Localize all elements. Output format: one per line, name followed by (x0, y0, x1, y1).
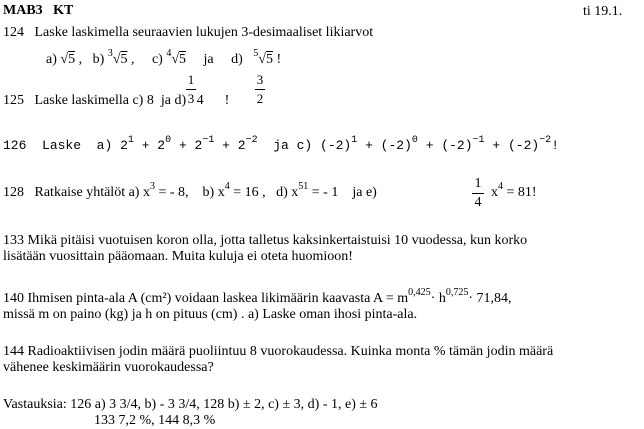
exponent: −2 (245, 135, 258, 146)
fraction-denominator: 3 (187, 91, 195, 106)
exponent: 3 (149, 181, 155, 192)
problem-number: 124 (3, 25, 24, 40)
fraction-bar (255, 89, 265, 90)
fraction-bar (186, 89, 196, 90)
exponent: −2 (539, 135, 552, 146)
option-a-label: a) (96, 138, 113, 153)
problem-128-e (491, 181, 537, 202)
formula-text: 140 Ihmisen pinta-ala A (cm²) voidaan laskea likimäärin kaavasta A = m (3, 291, 409, 306)
radicand: 5 (68, 52, 76, 67)
option-d-label: d) (231, 52, 243, 67)
term: + (-2) (492, 138, 540, 153)
problem-140-line-1 (3, 287, 512, 308)
power-base: 4 (196, 93, 204, 108)
problem-124-options: a) √5 , b) $^3$√5 , c) $^4$√5 ja d) $^5$√5 ! (46, 48, 282, 67)
exponent: 1 (127, 135, 134, 146)
fraction-numerator: 3 (256, 72, 264, 87)
fraction-one-quarter (472, 176, 484, 211)
problem-number: 128 (3, 185, 24, 200)
answers-line-2: 133 7,2 %, 144 8,3 % (94, 413, 216, 428)
problem-text: Laske (42, 138, 82, 153)
problem-number: 125 (3, 93, 24, 108)
problem-140-line-2: missä m on paino (kg) ja h on pituus (cm) . a) Laske oman ihosi pinta-ala. (3, 307, 418, 322)
answers-line-1: Vastauksia: 126 a) 3 3/4, b) - 3 3/4, 128 b) ± 2, c) ± 3, d) - 1, e) ± 6 (3, 397, 378, 412)
exponent: 51 (298, 181, 309, 192)
exponent: −1 (472, 135, 485, 146)
exponent: 0 (411, 135, 418, 146)
variable: x (491, 185, 498, 200)
radicand: 5 (179, 52, 187, 67)
conjunction: ja c) (273, 138, 313, 153)
sqrt-icon: √ (171, 52, 180, 67)
term: + 2 (178, 138, 203, 153)
term: + 2 (222, 138, 246, 153)
term: + (-2) (365, 138, 412, 153)
fraction-exponent-2 (255, 72, 265, 107)
exponent: −1 (202, 135, 215, 146)
conjunction: ja d) (160, 93, 187, 108)
problem-144-line-1: 144 Radioaktiivisen jodin määrä puoliintuu 8 vuorokaudessa. Kuinka monta % tämän jodin määrä (3, 344, 554, 359)
option-b-label: b) (92, 52, 105, 67)
exponent: 4 (224, 181, 230, 192)
fraction-numerator: 1 (474, 176, 482, 191)
term: + (-2) (425, 138, 473, 153)
date-label: ti 19.1. (583, 4, 623, 19)
term: 2 (120, 138, 128, 153)
fraction-bar (472, 193, 484, 194)
exponent: 0 (165, 135, 172, 146)
option-c-label: c) (151, 52, 163, 67)
radicand: 5 (120, 52, 128, 67)
problem-133-line-2: lisätään vuosittain pääomaan. Muita kuluja ei oteta huomioon! (3, 249, 353, 264)
problem-133-line-1: 133 Mikä pitäisi vuotuisen koron olla, jotta talletus kaksinkertaistuisi 10 vuodessa, kun korko (3, 233, 528, 248)
rhs: = 16 , (233, 185, 266, 200)
option-b-label: b) x (202, 185, 225, 200)
exclamation: ! (551, 138, 559, 153)
variable: x (142, 185, 150, 200)
problem-text: Laske laskimella seuraavien lukujen 3-desimaaliset likiarvot (34, 25, 374, 40)
sqrt-icon: √ (112, 52, 121, 67)
exclamation: ! (224, 93, 230, 108)
option-d-label: d) x (276, 185, 299, 200)
exclamation: ! (276, 52, 282, 67)
problem-126 (3, 135, 559, 156)
rhs: = - 8, (158, 185, 189, 200)
option-a-label: a) (46, 52, 57, 67)
exponent: 0,425 (408, 287, 431, 298)
conjunction: ja e) (352, 185, 377, 200)
fraction-numerator: 1 (187, 72, 195, 87)
power-base: 8 (146, 93, 154, 108)
problem-number: 126 (3, 138, 27, 153)
term: + 2 (141, 138, 166, 153)
problem-128 (3, 181, 377, 202)
problem-124-title (3, 25, 373, 41)
exponent: 0,725 (445, 287, 469, 298)
rhs: = - 1 (311, 185, 339, 200)
fraction-exponent-1 (186, 72, 196, 107)
term: (-2) (320, 138, 352, 153)
conjunction: ja (203, 52, 214, 67)
sqrt-icon: √ (60, 52, 69, 67)
formula-text: · 71,84, (468, 291, 512, 306)
problem-text: Laske laskimella c) (34, 93, 144, 108)
exponent: 4 (498, 181, 503, 192)
fraction-denominator: 4 (474, 195, 482, 210)
problem-144-line-2: vähenee keskimäärin vuorokaudessa? (3, 360, 214, 375)
course-code (3, 3, 73, 19)
radicand: 5 (265, 52, 273, 67)
course-name: MAB3 (3, 3, 43, 18)
exam-code: KT (53, 3, 74, 18)
problem-text: Ratkaise yhtälöt a) (34, 185, 140, 200)
rhs: = 81! (506, 185, 537, 200)
root-index: 3 (107, 48, 113, 59)
root-index: 5 (253, 48, 259, 59)
sqrt-icon: √ (258, 52, 266, 67)
formula-text: · h (430, 291, 446, 306)
fraction-denominator: 2 (256, 91, 264, 106)
exponent: 1 (351, 135, 358, 146)
root-index: 4 (166, 48, 172, 59)
